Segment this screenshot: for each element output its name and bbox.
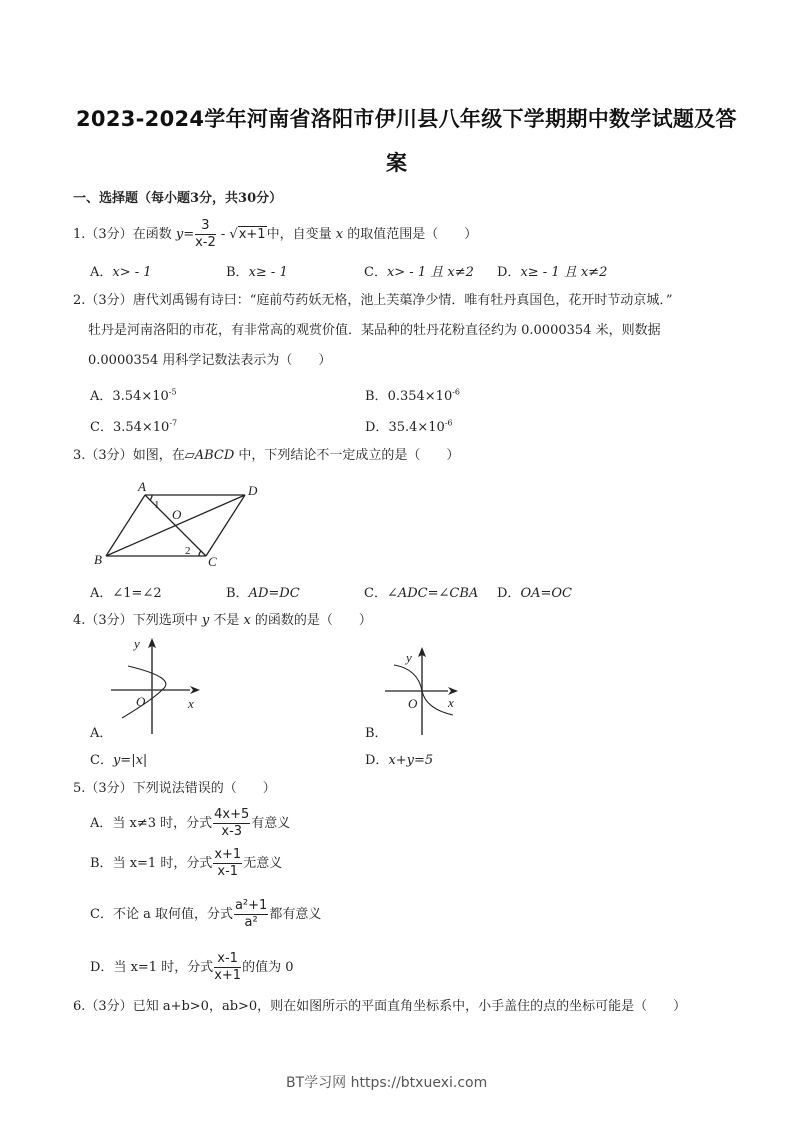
y-axis-label: y	[406, 650, 412, 665]
document-title-line2: 案	[386, 151, 408, 175]
vertex-c: C	[208, 554, 217, 569]
question-2-line2: 牡丹是河南洛阳的市花，有非常高的观赏价值．某品种的牡丹花粉直径约为 0.0000354 米，则数据	[88, 323, 661, 338]
q3-option-b[interactable]: B．AD=DC	[226, 586, 300, 601]
q3-option-d[interactable]: D．OA=OC	[497, 586, 572, 601]
question-6: 6.（3分）已知 a+b>0，ab>0，则在如图所示的平面直角坐标系中，小手盖住的点的坐标可能是（ ）	[73, 999, 687, 1014]
q2-option-c[interactable]: C．$3.54\times 10^{-7}$	[90, 418, 178, 435]
question-score: （3分）	[85, 227, 133, 242]
question-number: 3.	[73, 448, 86, 463]
fraction: $\frac{x+1}{x-1}$	[214, 847, 242, 879]
graph-a-sideways-parabola	[108, 638, 208, 738]
q1-option-c[interactable]: C．x> - 1 且 x≠2	[364, 265, 474, 280]
footer-watermark: BT学习网 https://btxuexi.com	[286, 1075, 488, 1091]
q4-option-b[interactable]: B．	[365, 726, 388, 741]
q1-option-a[interactable]: A．x> - 1	[90, 265, 152, 280]
angle-1-label: 1	[154, 499, 160, 511]
document-title-line1: 2023-2024学年河南省洛阳市伊川县八年级下学期期中数学试题及答	[76, 107, 737, 131]
q4-option-a[interactable]: A．	[90, 726, 113, 741]
q1-option-d[interactable]: D．x≥ - 1 且 x≠2	[497, 265, 608, 280]
q5-option-b[interactable]: B．当 x=1 时，分式 $\frac{x+1}{x-1}$ 无意义	[90, 847, 283, 879]
question-number: 6.	[73, 999, 86, 1014]
question-5: 5.（3分）下列说法错误的（ ）	[73, 781, 276, 796]
q2-option-d[interactable]: D．$35.4\times 10^{-6}$	[365, 418, 453, 435]
q3-option-c[interactable]: C．∠ADC=∠CBA	[364, 586, 479, 601]
angle-2-label: 2	[185, 545, 191, 557]
x-axis-label: x	[448, 695, 454, 710]
origin-label: O	[408, 696, 418, 711]
question-3: 3.（3分）如图，在▱ABCD 中，下列结论不一定成立的是（ ）	[73, 448, 460, 463]
q1-option-b[interactable]: B．x≥ - 1	[226, 265, 288, 280]
question-4: 4.（3分）下列选项中 y 不是 x 的函数的是（ ）	[73, 613, 372, 628]
square-root: √x+1	[229, 227, 266, 242]
question-number: 1.	[73, 227, 86, 242]
fraction: $\frac{x-1}{x+1}$	[214, 951, 242, 983]
question-score: （3分）	[85, 613, 133, 628]
parallelogram-figure	[88, 478, 273, 570]
fraction: $\frac{\text{a²+1}}{\text{a²}}$	[234, 898, 268, 930]
q5-option-a[interactable]: A．当 x≠3 时，分式 $\frac{4x+5}{x-3}$ 有意义	[90, 807, 291, 839]
q2-option-b[interactable]: B．$0.354\times 10^{-6}$	[365, 387, 461, 404]
question-score: （3分）	[85, 293, 133, 308]
q5-option-d[interactable]: D．当 x=1 时，分式 $\frac{x-1}{x+1}$ 的值为 0	[90, 951, 294, 983]
q2-option-a[interactable]: A．$3.54\times 10^{-5}$	[90, 387, 177, 404]
question-number: 2.	[73, 293, 86, 308]
x-axis-label: x	[188, 696, 194, 711]
question-score: （3分）	[85, 999, 133, 1014]
q4-option-d[interactable]: D．x+y=5	[365, 753, 434, 768]
y-axis-label: y	[134, 638, 140, 651]
q4-option-c[interactable]: C．y=|x|	[90, 753, 148, 768]
vertex-a: A	[138, 479, 146, 494]
question-2: 2.（3分）唐代刘禹锡有诗曰：“庭前芍药妖无格，池上芙蕖净少情．唯有牡丹真国色，花开时节动京城．”	[73, 293, 673, 308]
vertex-b: B	[94, 552, 102, 567]
question-number: 4.	[73, 613, 86, 628]
q3-option-a[interactable]: A．∠1=∠2	[90, 586, 162, 601]
question-score: （3分）	[85, 448, 133, 463]
question-score: （3分）	[85, 781, 133, 796]
fraction: $\frac{3}{x-2}$	[195, 218, 216, 250]
question-number: 5.	[73, 781, 86, 796]
vertex-d: D	[248, 483, 258, 498]
fraction: $\frac{4x+5}{x-3}$	[214, 807, 250, 839]
question-1: 1.（3分）在函数 y= $\frac{3}{x-2}$ - √x+1中，自变量 x 的取值范围是（ ）	[73, 218, 478, 250]
point-o: O	[172, 507, 182, 522]
origin-label: O	[136, 694, 146, 709]
graph-b-cubic-root-curve	[380, 645, 480, 737]
q5-option-c[interactable]: C．不论 a 取何值，分式 $\frac{\text{a²+1}}{\text{a²}}$ 都有意义	[90, 898, 322, 930]
section-heading: 一、选择题（每小题3分，共30分）	[73, 191, 283, 206]
question-2-line3: 0.0000354 用科学记数法表示为（ ）	[88, 353, 332, 368]
